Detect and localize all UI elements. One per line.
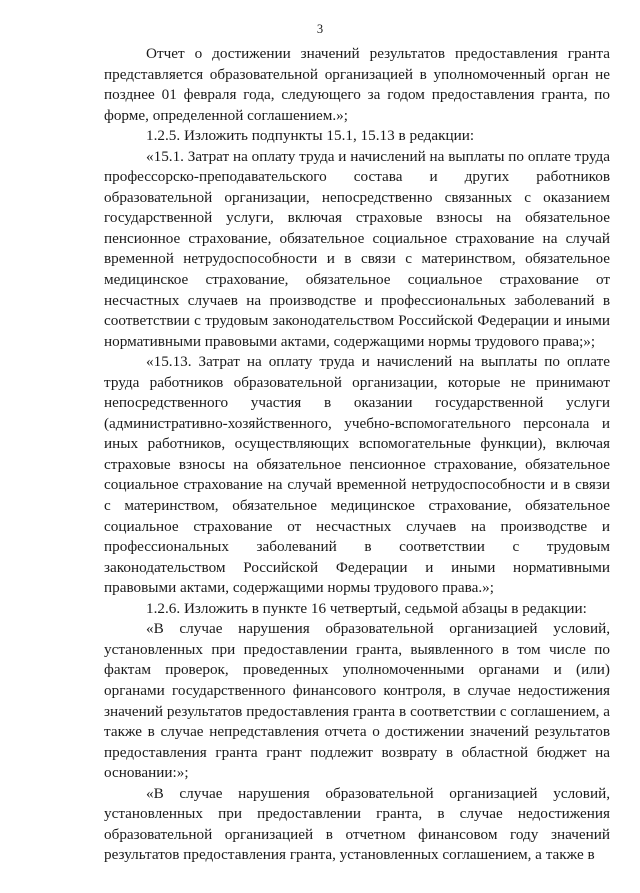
paragraph-violation-clause-2: «В случае нарушения образовательной организацией условий, установленных при предоставлении гранта, в случае недостижения образовательной организацией в отчетном финансовом году значений результатов предоставления гранта, установленных соглашением, а также в [104, 784, 610, 864]
paragraph-report-deadline: Отчет о достижении значений результатов предоставления гранта представляется образовательной организацией в уполномоченный орган не позднее 01 февраля года, следующего за годом предоставления гранта, по форме, определенной соглашением.»; [104, 45, 610, 124]
paragraph-item-1-2-6: 1.2.6. Изложить в пункте 16 четвертый, седьмой абзацы в редакции: [146, 599, 587, 617]
paragraph-violation-clause-1: «В случае нарушения образовательной организацией условий, установленных при предоставлении гранта, выявленного в том числе по фактам проверок, проведенных уполномоченными органами и (или) органами государственного финансового контроля, в случае недостижения значений результатов предоставления гранта в соответствии с соглашением, а также в случае непредставления отчета о достижении значений результатов предоставления гранта грант подлежит возврату в областной бюджет на основании:»; [104, 620, 610, 782]
paragraph-item-1-2-5: 1.2.5. Изложить подпункты 15.1, 15.13 в редакции: [146, 127, 475, 145]
document-body [104, 44, 610, 866]
paragraph-subitem-15-1: «15.1. Затрат на оплату труда и начислений на выплаты по оплате труда профессорско-преподавательского состава и других работников образовательной организации, непосредственно связанных с оказанием государственной услуги, включая страховые взносы на обязательное пенсионное страхование, обязательное социальное страхование на случай временной нетрудоспособности и в связи с материнством, обязательное медицинское страхование, обязательное социальное страхование от несчастных случаев на производстве и профессиональных заболеваний в соответствии с трудовым законодательством Российской Федерации и иными нормативными правовыми актами, содержащими нормы трудового права;»; [104, 147, 610, 350]
page-number: 3 [316, 22, 324, 36]
paragraph-subitem-15-13: «15.13. Затрат на оплату труда и начислений на выплаты по оплате труда работников образовательной организации, которые не принимают непосредственного участия в оказании государственной услуги (административно-хозяйственного, учебно-вспомогательного персонала и иных работников, осуществляющих вспомогательные функции), включая страховые взносы на обязательное пенсионное страхование, обязательное социальное страхование на случай временной нетрудоспособности и в связи с материнством, обязательное медицинское страхование, обязательное социальное страхование от несчастных случаев на производстве и профессиональных заболеваний в соответствии с трудовым законодательством Российской Федерации и иными нормативными правовыми актами, содержащими нормы трудового права.»; [104, 353, 610, 597]
